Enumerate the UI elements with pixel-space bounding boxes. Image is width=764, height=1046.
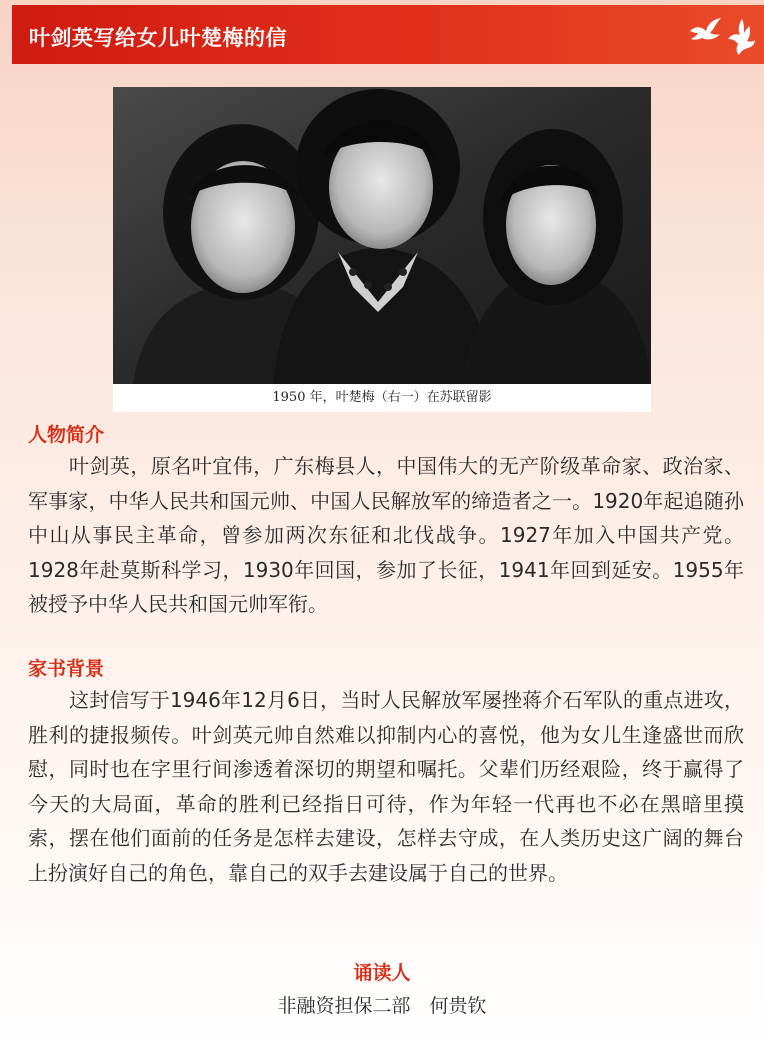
page-title: 叶剑英写给女儿叶楚梅的信 xyxy=(29,26,287,50)
photo-caption: 1950 年，叶楚梅（右一）在苏联留影 xyxy=(272,390,492,405)
historical-photo xyxy=(113,87,651,412)
background-paragraph: 这封信写于1946年12月6日，当时人民解放军屡挫蒋介石军队的重点进攻，胜利的捷报频传。叶剑英元帅自然难以抑制内心的喜悦，他为女儿生逢盛世而欣慰，同时也在字里行间渗透着深切的期望和嘱托。父辈们历经艰险，终于赢得了今天的大局面，革命的胜利已经指日可待，作为年轻一代再也不必在黑暗里摸索，摆在他们面前的任务是怎样去建设，怎样去守成，在人类历史这广阔的舞台上扮演好自己的角色，靠自己的双手去建设属于自己的世界。 xyxy=(28,688,744,885)
reader-name: 非融资担保二部 何贵钦 xyxy=(277,995,487,1017)
dove-icon xyxy=(726,17,756,57)
photo-three-women xyxy=(113,87,651,384)
dove-icon xyxy=(688,17,722,45)
reader-label: 诵读人 xyxy=(353,962,411,984)
section-title-background: 家书背景 xyxy=(28,658,105,680)
title-banner xyxy=(12,5,764,64)
section-title-bio: 人物简介 xyxy=(28,424,105,446)
bio-paragraph: 叶剑英，原名叶宜伟，广东梅县人，中国伟大的无产阶级革命家、政治家、军事家，中华人民共和国元帅、中国人民解放军的缔造者之一。1920年起追随孙中山从事民主革命，曾参加两次东征和北伐战争。1927年加入中国共产党。1928年赴莫斯科学习，1930年回国，参加了长征，1941年回到延安。1955年被授予中华人民共和国元帅军衔。 xyxy=(28,454,744,616)
